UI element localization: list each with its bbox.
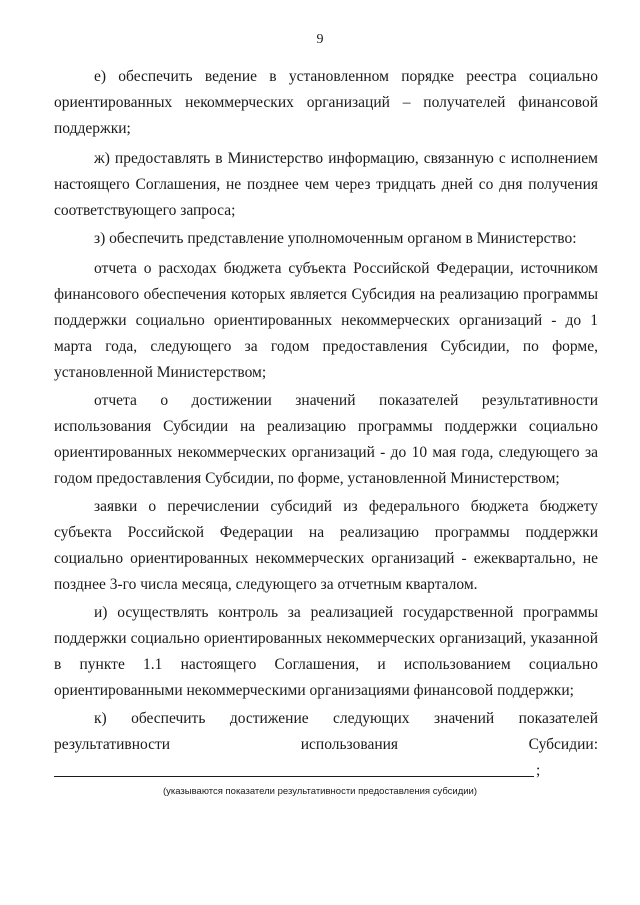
paragraph-z: з) обеспечить представление уполномоченным органом в Министерство: [94, 230, 577, 247]
fill-in-blank-line [54, 776, 534, 777]
paragraph-i: и) осуществлять контроль за реализацией государственной программы поддержки социально ориентированных некоммерческих организаций, указанной в пункте 1.1 настоящего Соглашения, и использованием социально ориентированными некоммерческими организациями финансовой поддержки; [54, 604, 598, 699]
page-number: 9 [316, 32, 324, 47]
blank-caption: (указываются показатели результативности предоставления субсидии) [162, 786, 478, 797]
paragraph-e: е) обеспечить ведение в установленном порядке реестра социально ориентированных некоммерческих организаций – получателей финансовой поддержки; [54, 68, 598, 137]
paragraph-k: к) обеспечить достижение следующих значений показателей результативности использования Субсидии: [54, 710, 598, 753]
blank-terminator: ; [536, 762, 541, 779]
paragraph-zh: ж) предоставлять в Министерство информацию, связанную с исполнением настоящего Соглашения, не позднее чем через тридцать дней со дня получения соответствующего запроса; [54, 150, 598, 219]
paragraph-report-indicators: отчета о достижении значений показателей результативности использования Субсидии на реализацию программы поддержки социально ориентированных некоммерческих организаций - до 10 мая года, следующего за годом предоставления Субсидии, по форме, установленной Министерством; [54, 392, 598, 487]
paragraph-applications: заявки о перечислении субсидий из федерального бюджета бюджету субъекта Российской Федерации на реализацию программы поддержки социально ориентированных некоммерческих организаций - ежеквартально, не позднее 3-го числа месяца, следующего за отчетным кварталом. [54, 498, 598, 593]
paragraph-report-expenses: отчета о расходах бюджета субъекта Российской Федерации, источником финансового обеспечения которых является Субсидия на реализацию программы поддержки социально ориентированных некоммерческих организаций - до 1 марта года, следующего за годом предоставления Субсидии, по форме, установленной Министерством; [54, 260, 598, 381]
